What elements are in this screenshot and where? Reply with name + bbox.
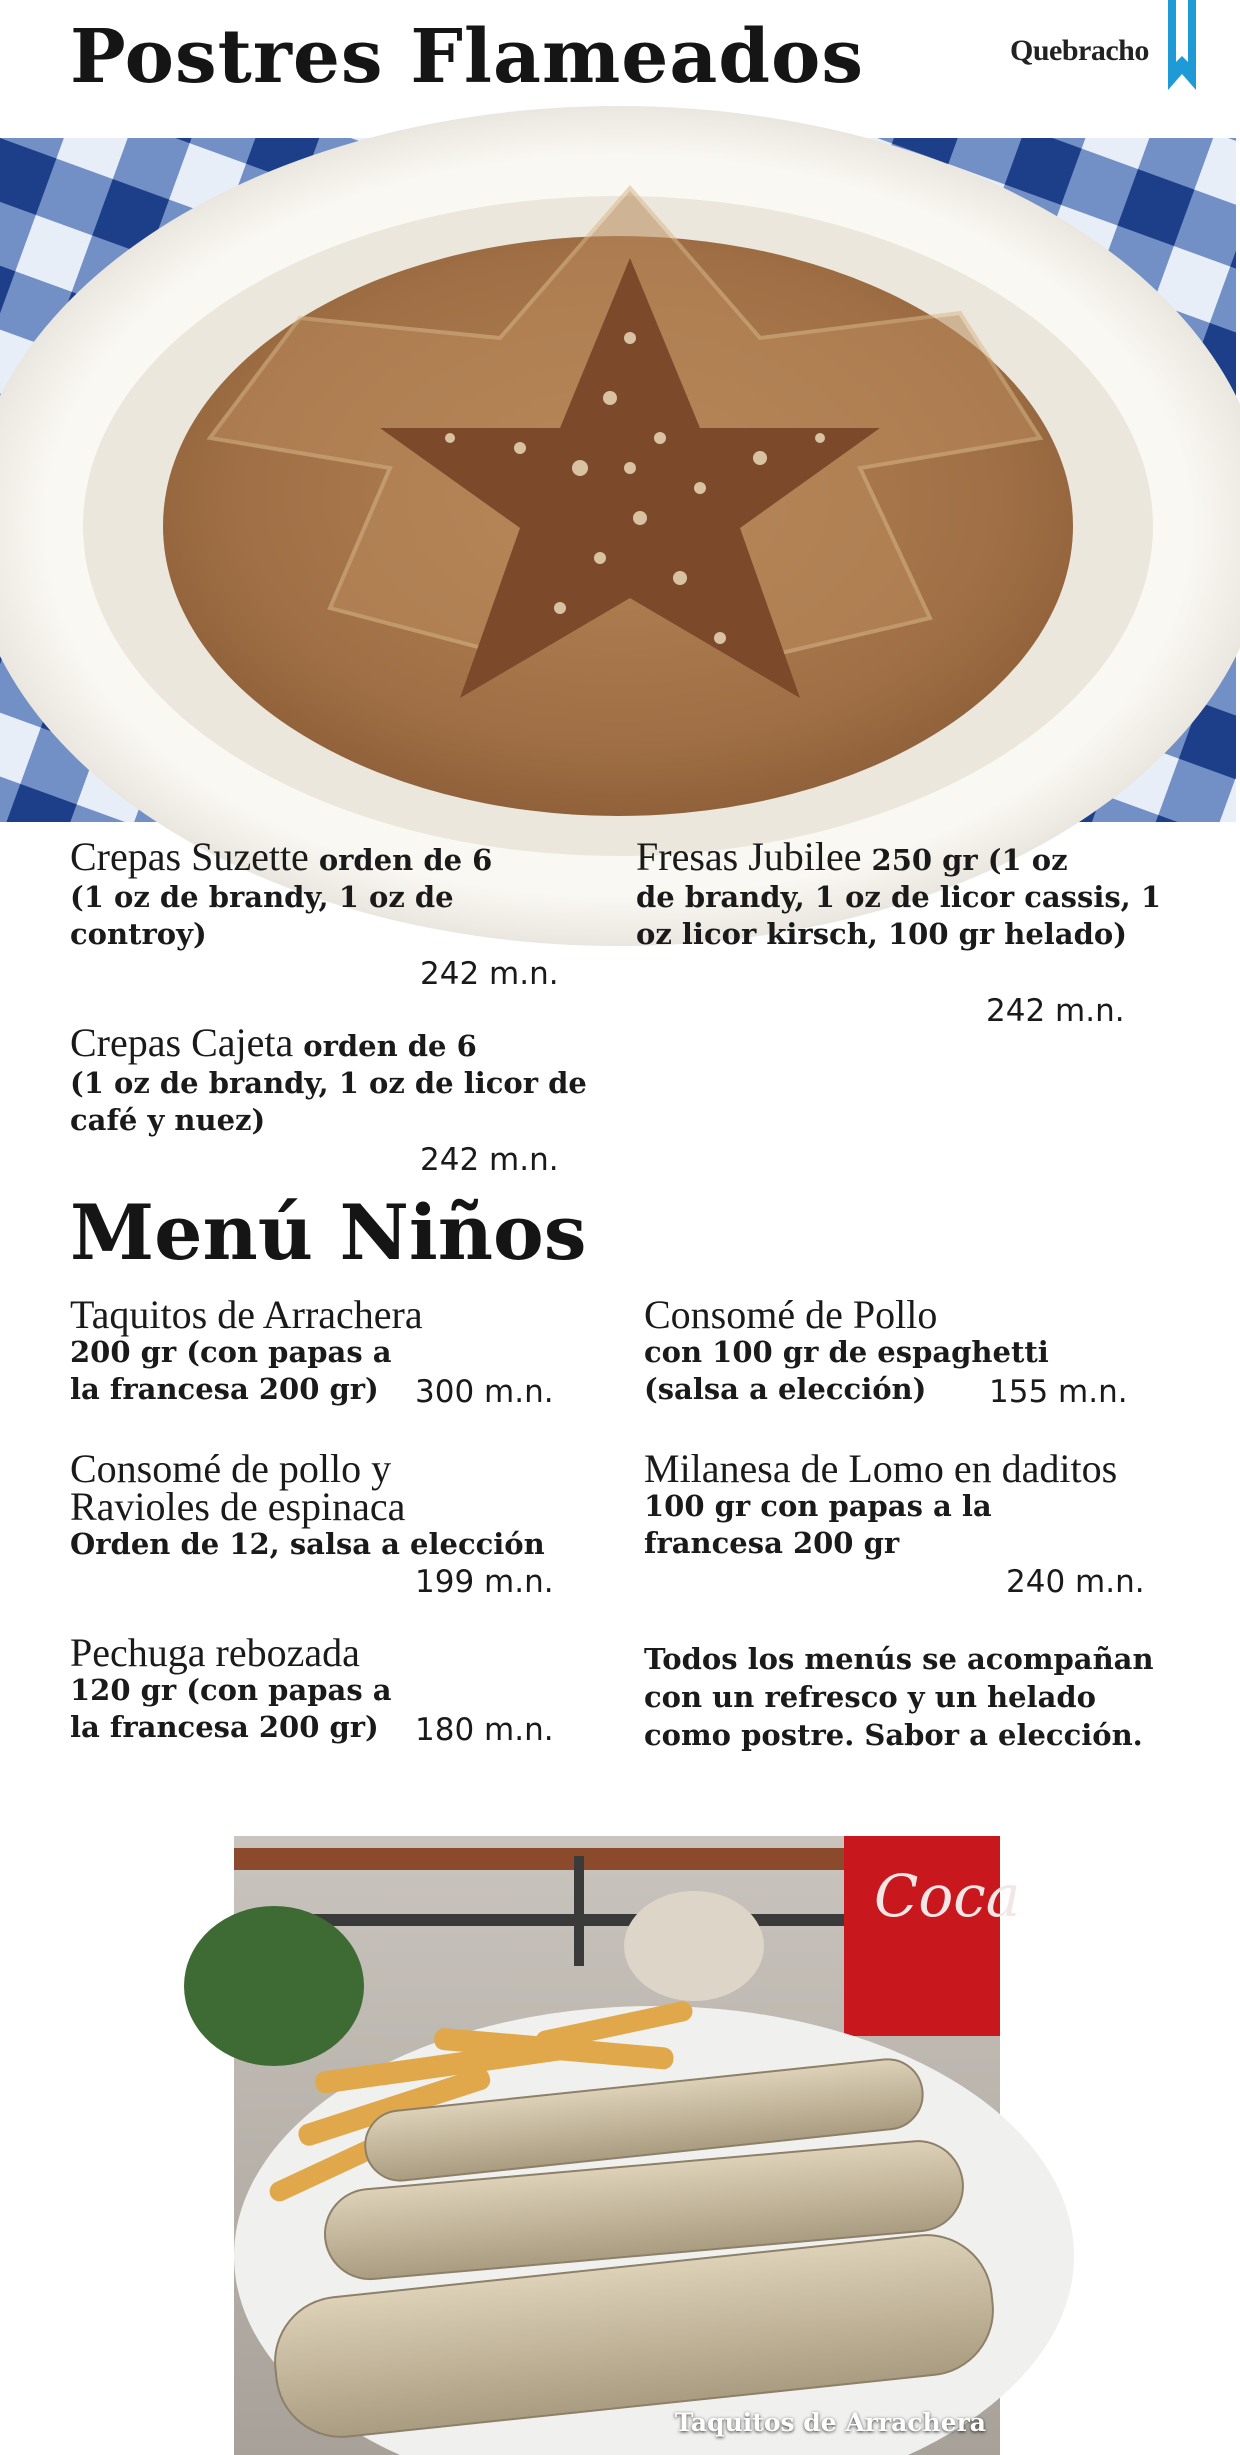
kids-item-pechuga — [70, 1630, 590, 1748]
dessert-item-crepas-cajeta — [70, 1020, 600, 1178]
item-name: Fresas Jubilee — [636, 834, 862, 879]
item-name: Crepas Cajeta — [70, 1020, 294, 1065]
item-price: 240 m.n. — [1006, 1564, 1145, 1600]
kids-item-taquitos — [70, 1292, 590, 1410]
kids-item-consome-ravioles — [70, 1446, 610, 1600]
item-inline-detail: orden de 6 — [303, 1029, 477, 1063]
section-title-menu-ninos: Menú Niños — [70, 1188, 587, 1277]
kids-menu-note: Todos los menús se acompañan con un refresco y un helado como postre. Sabor a elección. — [644, 1642, 1154, 1752]
item-name: Consomé de pollo y Ravioles de espinaca — [70, 1446, 406, 1529]
item-description: 200 gr (con papas a la francesa 200 gr) — [70, 1335, 392, 1406]
page-title: Postres Flameados — [70, 14, 865, 100]
photo-caption: Taquitos de Arrachera — [674, 2408, 986, 2437]
svg-text:Coca: Coca — [874, 1862, 1021, 1930]
bookmark-icon — [1162, 0, 1202, 92]
item-description: (1 oz de brandy, 1 oz de controy) — [70, 880, 454, 951]
item-inline-detail: 250 gr (1 oz — [871, 843, 1068, 877]
item-description: 120 gr (con papas a la francesa 200 gr) — [70, 1673, 392, 1744]
item-name: Crepas Suzette — [70, 834, 309, 879]
item-price: 155 m.n. — [989, 1374, 1128, 1410]
item-name: Taquitos de Arrachera — [70, 1292, 423, 1337]
taquitos-photo — [234, 1836, 1021, 2455]
brand-logo: Quebracho — [1010, 34, 1149, 67]
item-description: de brandy, 1 oz de licor cassis, 1 oz licor kirsch, 100 gr helado) — [636, 880, 1162, 951]
dessert-item-fresas-jubilee — [636, 834, 1176, 1029]
kids-item-consome-pollo — [644, 1292, 1174, 1410]
item-name: Consomé de Pollo — [644, 1292, 938, 1337]
item-price: 242 m.n. — [420, 956, 559, 992]
item-description: (1 oz de brandy, 1 oz de licor de café y nuez) — [70, 1066, 587, 1137]
dessert-item-crepas-suzette — [70, 834, 600, 992]
item-name: Milanesa de Lomo en daditos — [644, 1446, 1118, 1491]
item-description: con 100 gr de espaghetti (salsa a elección) — [644, 1335, 1049, 1406]
crepes-dessert-photo — [0, 138, 1236, 822]
item-description: Orden de 12, salsa a elección — [70, 1527, 545, 1561]
item-name: Pechuga rebozada — [70, 1630, 360, 1675]
kids-item-milanesa — [644, 1446, 1204, 1600]
item-inline-detail: orden de 6 — [318, 843, 493, 877]
item-price: 199 m.n. — [415, 1564, 554, 1600]
item-description: 100 gr con papas a la francesa 200 gr — [644, 1489, 992, 1560]
item-price: 300 m.n. — [415, 1374, 554, 1410]
item-price: 180 m.n. — [415, 1712, 554, 1748]
item-price: 242 m.n. — [420, 1142, 559, 1178]
item-price: 242 m.n. — [986, 993, 1125, 1029]
